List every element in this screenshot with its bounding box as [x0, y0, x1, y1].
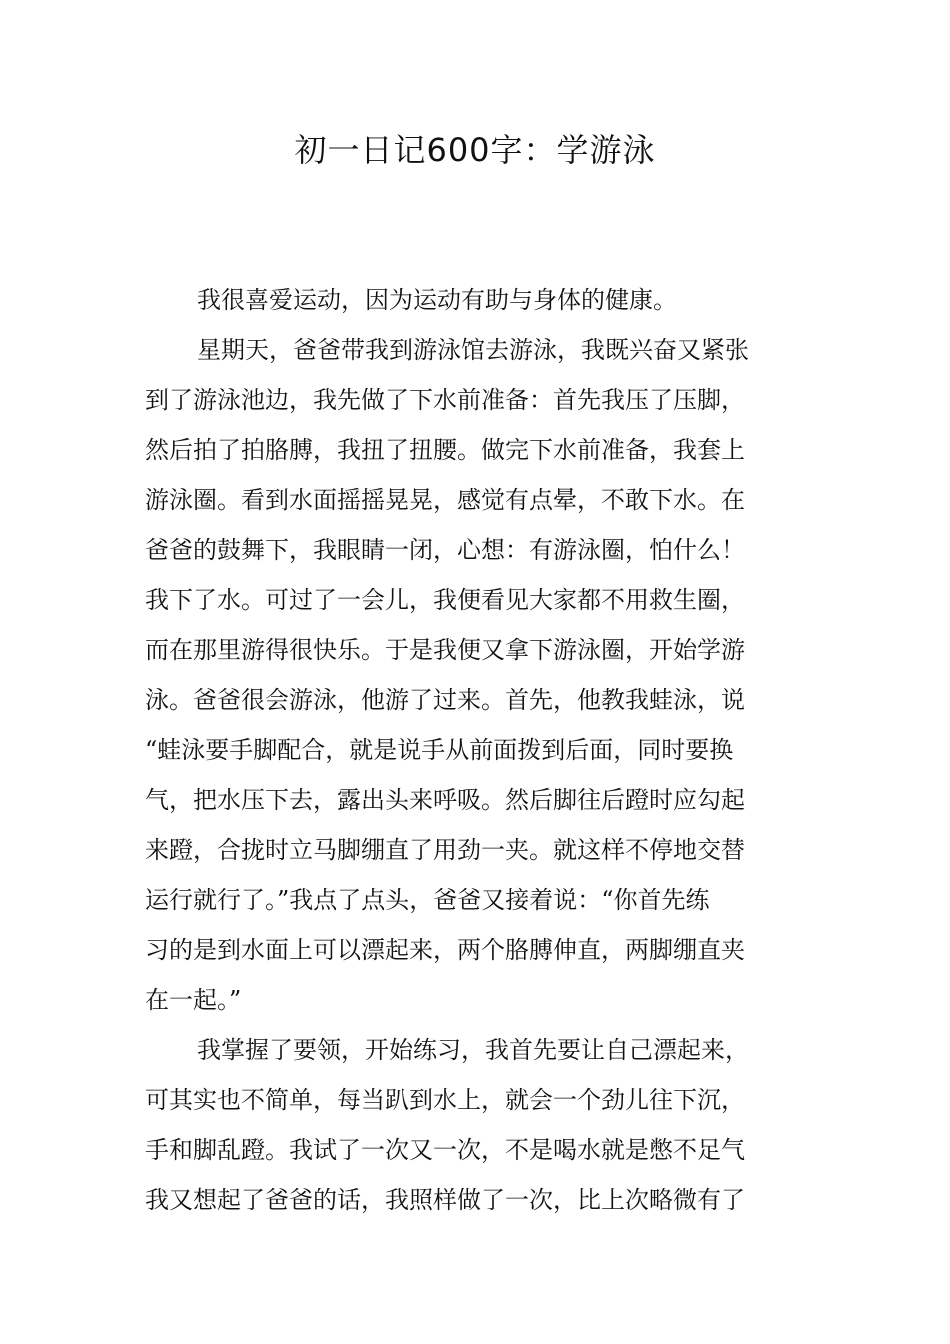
text-line: 我下了水。可过了一会儿，我便看见大家都不用救生圈，	[145, 586, 745, 614]
text-line: 爸爸的鼓舞下，我眼睛一闭，心想：有游泳圈，怕什么！	[145, 536, 745, 564]
text-line: 到了游泳池边，我先做了下水前准备：首先我压了压脚，	[145, 386, 745, 414]
text-line: 可其实也不简单，每当趴到水上，就会一个劲儿往下沉，	[145, 1086, 745, 1114]
document-title: 初一日记600字：学游泳	[294, 131, 656, 169]
text-line: “蛙泳要手脚配合，就是说手从前面拨到后面，同时要换	[145, 736, 734, 764]
text-line: 我掌握了要领，开始练习，我首先要让自己漂起来，	[197, 1036, 749, 1064]
text-line: 来蹬，合拢时立马脚绷直了用劲一夹。就这样不停地交替	[145, 836, 745, 864]
text-line: 游泳圈。看到水面摇摇晃晃，感觉有点晕，不敢下水。在	[145, 486, 745, 514]
text-line: 气，把水压下去，露出头来呼吸。然后脚往后蹬时应勾起	[145, 786, 745, 814]
text-line: 星期天，爸爸带我到游泳馆去游泳，我既兴奋又紧张	[197, 336, 749, 364]
text-line: 而在那里游得很快乐。于是我便又拿下游泳圈，开始学游	[145, 636, 745, 664]
text-line: 手和脚乱蹬。我试了一次又一次，不是喝水就是憋不足气	[145, 1136, 745, 1164]
text-line: 然后拍了拍胳膊，我扭了扭腰。做完下水前准备，我套上	[145, 436, 745, 464]
text-line: 我很喜爱运动，因为运动有助与身体的健康。	[197, 286, 677, 314]
text-line: 运行就行了。”我点了点头，爸爸又接着说：“你首先练	[145, 886, 710, 914]
text-line: 在一起。”	[145, 986, 242, 1014]
text-line: 习的是到水面上可以漂起来，两个胳膊伸直，两脚绷直夹	[145, 936, 745, 964]
text-line: 泳。爸爸很会游泳，他游了过来。首先，他教我蛙泳，说	[145, 686, 745, 714]
text-line: 我又想起了爸爸的话，我照样做了一次，比上次略微有了	[145, 1186, 745, 1214]
document-body	[145, 275, 805, 1225]
